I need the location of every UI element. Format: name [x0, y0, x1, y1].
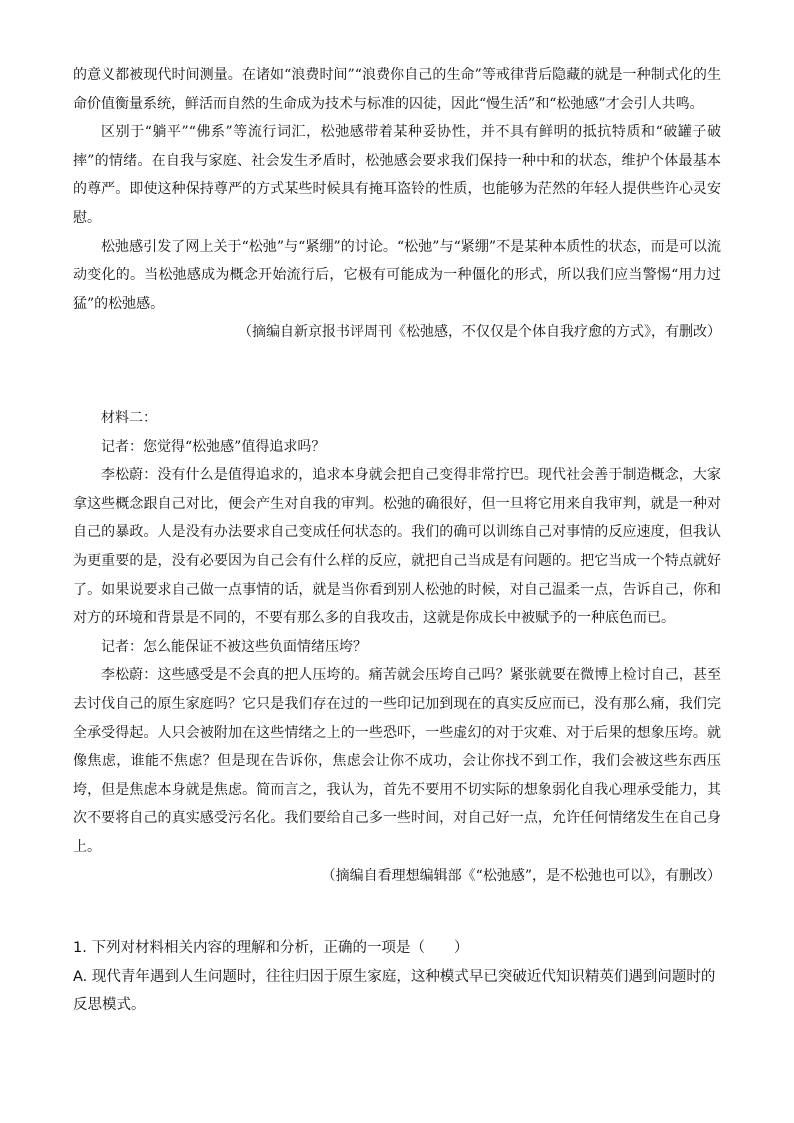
- question-block: [73, 934, 721, 1020]
- interview-answer-1: 李松蔚：没有什么是值得追求的，追求本身就会把自己变得非常拧巴。现代社会善于制造概念，大家拿这些概念跟自己对比，便会产生对自我的审判。松弛的确很好，但一旦将它用来自我审判，就是一种对自己的暴政。人是没有办法要求自己变成任何状态的。我们的确可以训练自己对事情的反应速度，但我认为更重要的是，没有必要因为自己会有什么样的反应，就把自己当成是有问题的。把它当成一个特点就好了。如果说要求自己做一点事情的话，就是当你看到别人松弛的时候，对自己温柔一点，告诉自己，你和对方的环境和背景是不同的，不要有那么多的自我攻击，这就是你成长中被赋予的一种底色而已。: [73, 467, 721, 627]
- interview-question-2: 记者：怎么能保证不被这些负面情绪压垮？: [101, 638, 367, 655]
- material-one-source: （摘编自新京报书评周刊《松弛感，不仅仅是个体自我疗愈的方式》，有删改）: [238, 324, 721, 341]
- material-one-paragraph-2: 区别于“躺平”“佛系”等流行词汇，松弛感带着某种妥协性，并不具有鲜明的抵抗特质和“破罐子破摔”的情绪。在自我与家庭、社会发生矛盾时，松弛感会要求我们保持一种中和的状态，维护个体最基本的尊严。即使这种保持尊严的方式某些时候具有掩耳盗铃的性质，也能够为茫然的年轻人提供些许心灵安慰。: [73, 124, 721, 226]
- material-two-label: 材料二：: [101, 410, 157, 426]
- question-stem: 1. 下列对材料相关内容的理解和分析，正确的一项是（ ）: [73, 940, 469, 956]
- material-two-text: [73, 404, 721, 890]
- material-one-text: [73, 61, 721, 347]
- material-one-paragraph-1: 的意义都被现代时间测量。在诸如“浪费时间”“浪费你自己的生命”等戒律背后隐藏的就是一种制式化的生命价值衡量系统，鲜活而自然的生命成为技术与标准的囚徒，因此“慢生活”和“松弛感”才会引人共鸣。: [73, 67, 721, 112]
- material-two-source: （摘编自看理想编辑部《“松弛感”，是不松弛也可以》，有删改）: [321, 867, 721, 884]
- interview-question-1: 记者：您觉得“松弛感”值得追求吗？: [101, 438, 326, 455]
- question-option-a: A. 现代青年遇到人生问题时，往往归因于原生家庭，这种模式早已突破近代知识精英们遇到问题时的反思模式。: [73, 968, 716, 1013]
- material-one-paragraph-3: 松弛感引发了网上关于“松弛”与“紧绷”的讨论。“松弛”与“紧绷”不是某种本质性的状态，而是可以流动变化的。当松弛感成为概念开始流行后，它极有可能成为一种僵化的形式，所以我们应当警惕“用力过猛”的松弛感。: [73, 238, 721, 312]
- interview-answer-2: 李松蔚：这些感受是不会真的把人压垮的。痛苦就会压垮自己吗？紧张就要在微博上检讨自己，甚至去讨伐自己的原生家庭吗？它只是我们存在过的一些印记加到现在的真实反应而已，没有那么痛，我们完全承受得起。人只会被附加在这些情绪之上的一些恐吓，一些虚幻的对于灾难、对于后果的想象压垮。就像焦虑，谁能不焦虑？但是现在告诉你，焦虑会让你不成功，会让你找不到工作，我们会被这些东西压垮，但是焦虑本身就是焦虑。简而言之，我认为，首先不要用不切实际的想象弱化自我心理承受能力，其次不要将自己的真实感受污名化。我们要给自己多一些时间，对自己好一点，允许任何情绪发生在自己身上。: [73, 667, 721, 855]
